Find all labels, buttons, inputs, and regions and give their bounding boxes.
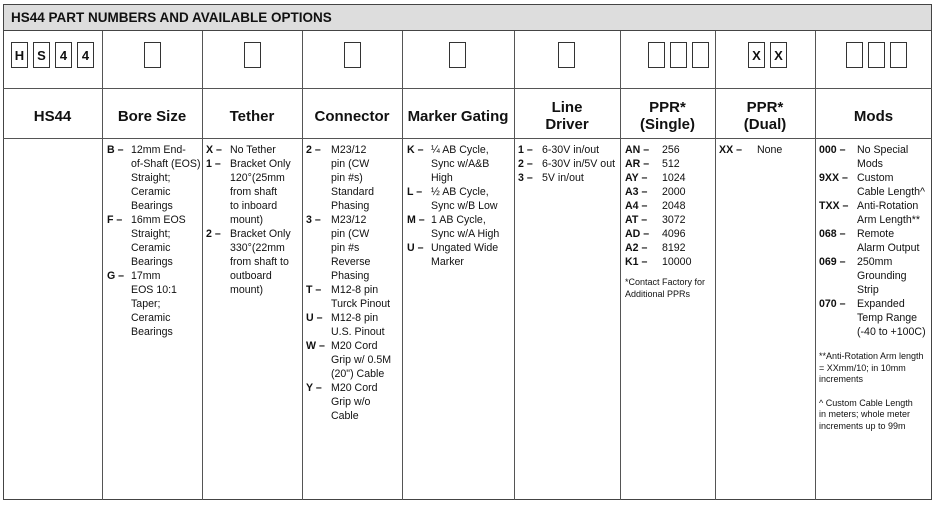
description-line: No Tether [230,144,276,156]
option-code: K – [407,144,424,156]
note-line: Additional PPRs [625,288,691,299]
option-code: AN – [625,144,650,156]
description-line: Phasing [331,270,370,282]
option-code: T – [306,284,322,296]
option-item [719,143,782,157]
option-description [131,143,200,213]
mods-note-arm [819,351,926,386]
option-code: 000 – [819,144,846,156]
option-description [542,157,615,171]
option-description [662,241,686,255]
option-item [625,213,705,227]
description-line: Turck Pinout [331,298,391,310]
description-line: from shaft to [230,256,289,268]
note-line: **Anti-Rotation Arm length [819,351,924,361]
option-code: TXX – [819,200,849,212]
option-code: Y – [306,382,322,394]
option-description [230,227,291,297]
description-line: U.S. Pinout [331,326,385,338]
ppr-single-boxes [648,42,709,68]
option-item [518,143,615,157]
option-code: 1 – [206,158,221,170]
option-description [662,255,691,269]
description-line: Remote [857,228,895,240]
description-line: Bracket Only [230,228,291,240]
option-item [625,255,705,269]
part-box: S [33,42,50,68]
part-box: 4 [77,42,94,68]
description-line: Standard [331,186,374,198]
header-line-driver-line2: Driver [545,116,589,133]
option-description [431,185,498,213]
option-code: X – [206,144,222,156]
option-item [407,213,499,241]
option-code: B – [107,144,124,156]
option-item [306,143,391,213]
description-line: 2048 [662,200,686,212]
note-line: increments [819,374,864,384]
description-line: M20 Cord [331,382,378,394]
mods-options [819,143,926,339]
option-code: A2 – [625,242,648,254]
ppr-dual-boxes [748,42,787,68]
option-description [131,269,177,339]
description-line: ½ AB Cycle, [431,186,489,198]
ppr-single-column [625,143,705,300]
description-line: M12-8 pin [331,312,379,324]
option-code: K1 – [625,256,648,268]
description-line: (-40 to +100C) [857,326,926,338]
description-line: to inboard [230,200,278,212]
option-item [306,381,391,423]
option-description [857,199,920,227]
description-line: Bracket Only [230,158,291,170]
note-line: in meters; whole meter [819,409,911,419]
description-line: Ungated Wide [431,242,499,254]
description-line: of-Shaft (EOS) [131,158,201,170]
description-line: Anti-Rotation [857,200,919,212]
option-item [625,143,705,157]
option-item [819,297,926,339]
description-line: 330°(22mm [230,242,285,254]
header-ppr-single-line2: (Single) [640,116,695,133]
description-line: Temp Range [857,312,918,324]
description-line: High [431,172,453,184]
option-item [819,143,926,171]
description-line: Grip w/ 0.5M [331,354,392,366]
option-description [662,199,686,213]
description-line: Sync w/A High [431,228,500,240]
option-description [131,213,186,269]
ppr-single-note [625,277,705,300]
description-line: Cable Length^ [857,186,925,198]
option-code: 2 – [306,144,321,156]
header-ppr-single-line1: PPR* [649,99,686,116]
option-description [857,171,925,199]
option-description [662,227,686,241]
option-item [306,311,391,339]
description-line: Bearings [131,200,173,212]
option-code: L – [407,186,423,198]
option-description [431,143,489,185]
description-line: 5V in/out [542,172,584,184]
note-line: *Contact Factory for [625,277,706,287]
description-line: Alarm Output [857,242,920,254]
option-item [819,171,926,199]
option-description [331,143,374,213]
option-code: A3 – [625,186,648,198]
description-line: mount) [230,284,263,296]
description-line: pin (CW [331,228,370,240]
mods-note-cable [819,398,926,433]
ppr-single-options [625,143,705,269]
mods-column [819,143,926,432]
option-item [407,185,499,213]
header-ppr-single [620,94,715,138]
option-description [230,143,276,157]
description-line: outboard [230,270,272,282]
description-line: 6-30V in/5V out [542,158,616,170]
bore-box [144,42,161,68]
option-description [857,255,906,297]
option-code: 069 – [819,256,846,268]
note-line: increments up to 99m [819,420,906,431]
description-line: 16mm EOS [131,214,186,226]
option-item [407,241,499,269]
header-ppr-dual [715,94,815,138]
option-code: F – [107,214,123,226]
description-line: (20") Cable [331,368,385,380]
option-item [625,185,705,199]
description-line: Sync w/A&B [431,158,490,170]
dual-box: X [770,42,787,68]
option-description [331,311,385,339]
option-code: 3 – [518,172,533,184]
marker-options [407,143,499,269]
description-line: Custom [857,172,894,184]
option-code: AT – [625,214,648,226]
option-code: G – [107,270,125,282]
description-line: Straight; [131,228,171,240]
option-item [625,241,705,255]
description-line: 512 [662,158,680,170]
description-line: 8192 [662,242,686,254]
option-code: A4 – [625,200,648,212]
option-code: 068 – [819,228,846,240]
description-line: Expanded [857,298,905,310]
option-item [625,171,705,185]
option-item [625,199,705,213]
option-code: AY – [625,172,648,184]
header-bore-size: Bore Size [117,107,187,125]
description-line: 1024 [662,172,686,184]
option-item [306,283,391,311]
option-code: 9XX – [819,172,848,184]
option-description [662,185,686,199]
description-line: 256 [662,144,680,156]
page-title: HS44 PART NUMBERS AND AVAILABLE OPTIONS [3,4,932,31]
part-number-boxes [11,42,94,68]
description-line: M23/12 [331,144,367,156]
marker-box [449,42,466,68]
option-description [662,213,686,227]
description-line: 2000 [662,186,686,198]
option-description [857,297,926,339]
option-description [230,157,291,227]
description-line: Marker [431,256,464,268]
option-item [819,199,926,227]
description-line: Ceramic [131,186,171,198]
connector-box [344,42,361,68]
mods-boxes [846,42,907,68]
description-line: 1 AB Cycle, [431,214,486,226]
description-line: Bearings [131,256,173,268]
line-driver-options [518,143,615,185]
description-line: Cable [331,410,359,422]
description-line: mount) [230,214,263,226]
description-line: Arm Length** [857,214,921,226]
description-line: from shaft [230,186,278,198]
header-connector: Connector [314,107,390,125]
row-divider [3,88,932,89]
option-code: 070 – [819,298,846,310]
option-code: AD – [625,228,650,240]
header-mods: Mods [853,107,894,125]
option-code: U – [306,312,323,324]
option-description [662,157,680,171]
description-line: 6-30V in/out [542,144,600,156]
description-line: Sync w/B Low [431,200,498,212]
option-code: 3 – [306,214,321,226]
description-line: Ceramic [131,242,171,254]
ppr-dual-options [719,143,782,157]
description-line: No Special [857,144,909,156]
option-code: 2 – [206,228,221,240]
description-line: 12mm End- [131,144,186,156]
line-driver-box [558,42,575,68]
bore-options [107,143,200,339]
option-description [331,213,370,283]
part-box: 4 [55,42,72,68]
dual-box: X [748,42,765,68]
option-code: AR – [625,158,650,170]
description-line: M12-8 pin [331,284,379,296]
description-line: 10000 [662,256,692,268]
description-line: 120°(25mm [230,172,285,184]
option-description [331,283,390,311]
description-line: pin (CW [331,158,370,170]
description-line: 17mm [131,270,161,282]
option-code: U – [407,242,424,254]
description-line: Strip [857,284,879,296]
header-ppr-dual-line1: PPR* [746,99,784,116]
option-description [662,171,686,185]
description-line: Grounding [857,270,907,282]
header-line-driver [514,94,620,138]
header-ppr-dual-line2: (Dual) [743,116,787,133]
header-hs44: HS44 [33,107,72,125]
option-description [857,227,919,255]
option-item [107,143,200,213]
option-description [542,143,599,157]
option-item [206,227,291,297]
option-item [819,255,926,297]
note-line: = XXmm/10; in 10mm [819,362,906,373]
description-line: M23/12 [331,214,367,226]
tether-box [244,42,261,68]
option-item [206,143,291,157]
description-line: 4096 [662,228,686,240]
option-description [662,143,680,157]
option-item [518,157,615,171]
note-line: ^ Custom Cable Length [819,397,913,408]
option-item [625,157,705,171]
option-code: XX – [719,144,742,156]
part-box: H [11,42,28,68]
option-item [306,213,391,283]
option-item [107,213,200,269]
header-tether: Tether [229,107,275,125]
description-line: Mods [857,158,883,170]
row-divider [3,138,932,139]
description-line: Grip w/o [331,396,371,408]
option-item [625,227,705,241]
option-item [306,339,391,381]
description-line: Reverse [331,256,371,268]
option-item [819,227,926,255]
description-line: Phasing [331,200,370,212]
description-line: None [757,144,783,156]
description-line: 250mm [857,256,893,268]
connector-options [306,143,391,423]
header-line-driver-line1: Line [551,99,583,116]
header-marker-gating: Marker Gating [407,107,509,125]
description-line: Ceramic [131,312,171,324]
description-line: M20 Cord [331,340,378,352]
description-line: Bearings [131,326,173,338]
tether-options [206,143,291,297]
description-line: pin #s) [331,172,363,184]
option-item [206,157,291,227]
option-item [107,269,200,339]
option-code: M – [407,214,425,226]
option-description [331,381,378,423]
option-description [431,213,499,241]
description-line: 3072 [662,214,686,226]
option-code: 1 – [518,144,533,156]
option-item [518,171,615,185]
description-line: EOS 10:1 [131,284,177,296]
option-description [431,241,498,269]
option-description [757,143,782,157]
option-description [331,339,391,381]
description-line: Straight; [131,172,171,184]
option-code: W – [306,340,325,352]
option-code: 2 – [518,158,533,170]
description-line: pin #s [331,242,360,254]
option-item [407,143,499,185]
description-line: ¼ AB Cycle, [431,144,489,156]
option-description [542,171,584,185]
description-line: Taper; [131,298,161,310]
option-description [857,143,908,171]
